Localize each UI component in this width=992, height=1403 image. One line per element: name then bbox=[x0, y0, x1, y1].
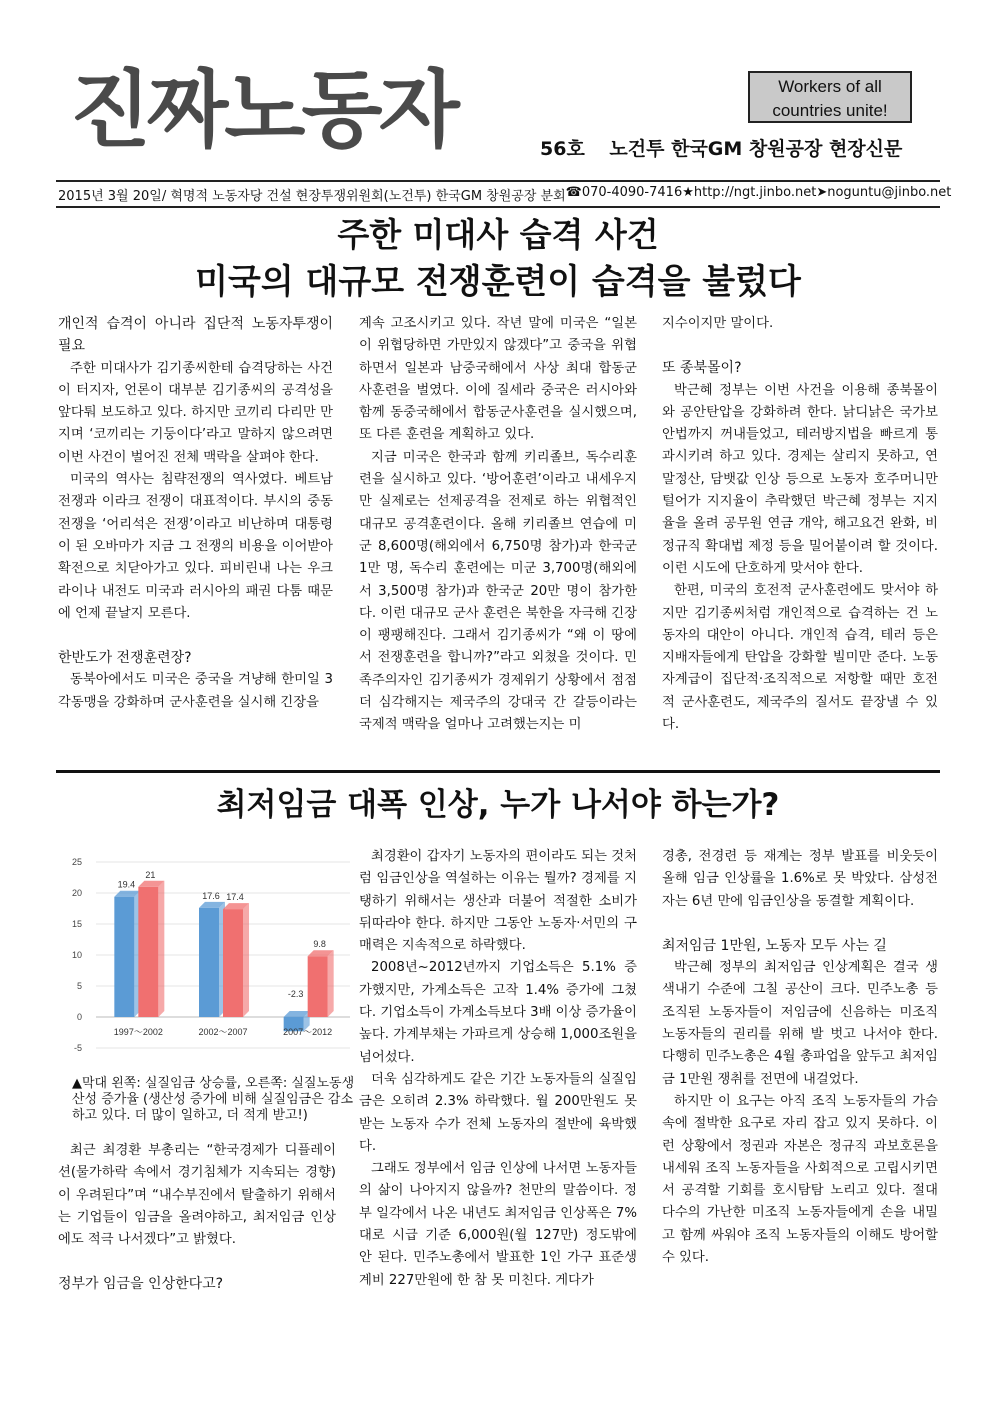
top-rule bbox=[56, 180, 940, 182]
chart-bar-side bbox=[328, 950, 334, 1017]
info-bar bbox=[58, 185, 952, 204]
masthead-title: 진짜노동자 bbox=[70, 61, 456, 159]
chart-bar bbox=[138, 887, 158, 1017]
article2-paragraph: 경총, 전경련 등 재계는 정부 발표를 비웃듯이 올해 임금 인상률을 1.6%로 못 박았다. 삼성전자는 6년 만에 임금인상을 동결할 계획이다. bbox=[662, 849, 938, 909]
article1-column-2 bbox=[359, 313, 637, 737]
article1-column-3 bbox=[662, 313, 938, 736]
article2-column-1 bbox=[58, 1140, 336, 1296]
chart-bar bbox=[199, 908, 219, 1017]
article2-paragraph: 박근혜 정부의 최저임금 인상계획은 결국 생색내기 수준에 그칠 공산이 크다. 민주노총 등 조직된 노동자들이 저임금에 신음하는 미조직 노동자들의 권리를 위해 발 벗고 나서야 한다. 다행히 민주노총은 4월 총파업을 앞두고 최저임금 1만원 쟁취를 전면에 내걸었다. bbox=[662, 960, 938, 1087]
chart-bar bbox=[308, 956, 328, 1017]
website-link[interactable]: ★http://ngt.jinbo.net bbox=[682, 185, 817, 200]
chart-value-label: 19.4 bbox=[117, 879, 136, 890]
email-link[interactable]: ➤noguntu@jinbo.net bbox=[816, 185, 952, 200]
chart-category-label: 2007～2012 bbox=[283, 1027, 333, 1037]
chart-value-label: 17.4 bbox=[226, 892, 244, 903]
chart-bar-side bbox=[243, 903, 249, 1017]
chart-value-label: 9.8 bbox=[313, 939, 326, 950]
chart-ytick-label: 10 bbox=[71, 950, 82, 960]
article2-subheading-1: 정부가 임금을 인상한다고? bbox=[58, 1276, 224, 1293]
chart-caption: ▲막대 왼쪽: 실질임금 상승률, 오른쪽: 실질노동생산성 증가율 (생산성 증가에 비해 실질임금은 감소하고 있다. 더 많이 일하고, 더 적게 받고!) bbox=[72, 1076, 355, 1123]
chart-bar-side bbox=[158, 881, 164, 1017]
article1-paragraph: 주한 미대사가 김기종씨한테 습격당하는 사건이 터지자, 언론이 대부분 김기종씨의 공격성을 앞다퉈 보도하고 있다. 하지만 코끼리 다리만 만지며 ‘코끼리는 기둥이다’라고 말하지 않으려면 이번 사건이 벌어진 전체 맥락을 살펴야 한다. bbox=[58, 360, 333, 465]
article2-column-3 bbox=[662, 846, 938, 1269]
dateline: 2015년 3월 20일/ 혁명적 노동자당 건설 현장투쟁위원회(노건투) 한국GM 창원공장 분회 bbox=[58, 189, 566, 204]
chart-category-label: 1997～2002 bbox=[113, 1027, 163, 1037]
article2-paragraph: 더욱 심각하게도 같은 기간 노동자들의 실질임금은 오히려 2.3% 하락했다. 월 200만원도 못 받는 노동자 수가 전체 노동자의 절반에 육박했다. bbox=[359, 1071, 637, 1154]
publisher-name: 노건투 한국GM 창원공장 현장신문 bbox=[609, 138, 903, 160]
chart-category-label: 2002～2007 bbox=[198, 1027, 248, 1037]
wage-productivity-chart bbox=[58, 848, 358, 1070]
article1-column-1 bbox=[58, 313, 333, 714]
issue-line bbox=[540, 134, 902, 161]
article1-headline-2: 미국의 대규모 전쟁훈련이 습격을 불렀다 bbox=[195, 262, 801, 302]
article2-paragraph: 하지만 이 요구는 아직 조직 노동자들의 가슴속에 절박한 요구로 자리 잡고 있지 못하다. 이런 상황에서 정권과 자본은 정규직 과보호론을 내세워 조직 노동자들을 사회적으로 고립시키면서 공격할 기회를 호시탐탐 노리고 있다. 절대 다수의 가난한 미조직 노동자들에게 손을 내밀고 함께 싸워야 조직 노동자들의 이해도 방어할 수 있다. bbox=[662, 1093, 938, 1266]
section-divider bbox=[56, 770, 940, 773]
chart-value-label: -2.3 bbox=[287, 989, 304, 999]
article1-paragraph: 한편, 미국의 호전적 군사훈련에도 맞서야 하지만 김기종씨처럼 개인적으로 습격하는 건 노동자의 대안이 아니다. 개인적 습격, 테러 등은 지배자들에게 탄압을 강화할 빌미만 준다. 노동자계급이 집단적·조직적으로 저항할 때만 호전적 군사훈련도, 제국주의 질서도 끝장낼 수 있다. bbox=[662, 583, 938, 733]
chart-ytick-label: 25 bbox=[71, 857, 82, 867]
chart-ytick-label: 5 bbox=[76, 981, 82, 991]
chart-ytick-label: 20 bbox=[71, 888, 82, 898]
article2-subheading-2: 최저임금 1만원, 노동자 모두 사는 길 bbox=[662, 937, 887, 954]
article2-paragraph: 그래도 정부에서 임금 인상에 나서면 노동자들의 삶이 나아지지 않을까? 천만의 말씀이다. 정부 일각에서 나온 내년도 최저임금 인상폭은 7%대로 시급 기준 6,000원(월 127만) 정도밖에 안 된다. 민주노총에서 발표한 1인 가구 표준생계비 227만원에 한 참 못 미친다. 게다가 bbox=[359, 1161, 637, 1288]
article2-paragraph: 최근 최경환 부총리는 “한국경제가 디플레이션(물가하락 속에서 경기침체가 지속되는 경향)이 우려된다”며 “내수부진에서 탈출하기 위해서는 기업들이 임금을 올려야하고, 최저임금 인상에도 적극 나서겠다”고 밝혔다. bbox=[58, 1143, 336, 1248]
phone: ☎070-4090-7416 bbox=[565, 185, 683, 200]
article2-headline: 최저임금 대폭 인상, 누가 나서야 하는가? bbox=[216, 787, 780, 823]
article1-paragraph: 지금 미국은 한국과 함께 키리졸브, 독수리훈련을 실시하고 있다. ‘방어훈련’이라고 내세우지만 실제로는 선제공격을 전제로 하는 위협적인 대규모 공격훈련이다. 올해 키리졸브 연습에 미군 8,600명(해외에서 6,750명 참가)과 한국군 1만 명, 독수리 훈련에는 미군 3,700명(해외에서 3,500명 참가)과 한국군 20만 명이 참가한다. 이런 대규모 군사 훈련은 북한을 자극해 긴장이 팽팽해진다. 그래서 김기종씨가 “왜 이 땅에서 전쟁훈련을 합니까?”라고 외쳤을 것이다. 민족주의자인 김기종씨가 경제위기 상황에서 점점 더 심각해지는 제국주의 강대국 간 갈등이라는 국제적 맥락을 얼마나 고려했는지는 미 bbox=[359, 449, 637, 733]
article1-paragraph: 지수이지만 말이다. bbox=[662, 316, 774, 331]
article1-paragraph: 미국의 역사는 침략전쟁의 역사였다. 베트남전쟁과 이라크 전쟁이 대표적이다. 부시의 중동전쟁을 ‘어리석은 전쟁’이라고 비난하며 대통령이 된 오바마가 지금 그 전쟁의 비용을 이어받아 확전으로 치닫아가고 있다. 피비린내 나는 우크라이나 내전도 미국과 러시아의 패권 다툼 때문에 언제 끝날지 모른다. bbox=[58, 472, 333, 621]
chart-bar bbox=[223, 909, 243, 1017]
issue-number: 56호 bbox=[540, 138, 585, 160]
chart-bar bbox=[114, 897, 134, 1017]
chart-ytick-label: 0 bbox=[76, 1012, 82, 1022]
article1-paragraph: 계속 고조시키고 있다. 작년 말에 미국은 “일본이 위협당하면 가만있지 않겠다”고 중국을 위협하면서 일본과 남중국해에서 사상 최대 합동군사훈련을 벌였다. 이에 질세라 중국은 러시아와 함께 동중국해에서 합동군사훈련을 실시했으며, 또 다른 훈련을 계획하고 있다. bbox=[359, 316, 637, 443]
motto-line-2: countries unite! bbox=[772, 101, 888, 120]
article1-subheading-2: 한반도가 전쟁훈련장? bbox=[58, 650, 192, 667]
article1-paragraph: 동북아에서도 미국은 중국을 겨냥해 한미일 3각동맹을 강화하며 군사훈련을 실시해 긴장을 bbox=[58, 672, 333, 710]
article1-subheading-3: 또 종북몰이? bbox=[662, 360, 742, 377]
article1-paragraph: 박근혜 정부는 이번 사건을 이용해 종북몰이와 공안탄압을 강화하려 한다. 낡디낡은 국가보안법까지 꺼내들었고, 테러방지법을 빠르게 통과시키려 하고 있다. 경제는 살리지 못하고, 연말정산, 담뱃값 인상 등으로 노동자 호주머니만 털어가 지지율이 추락했던 박근혜 정부는 지지율을 올려 공무원 연금 개악, 해고요건 완화, 비정규직 확대법 제정 등을 밀어붙이려 할 것이다. 이런 시도에 단호하게 맞서야 한다. bbox=[662, 382, 938, 576]
motto-line-1: Workers of all bbox=[778, 77, 882, 96]
article2-paragraph: 2008년~2012년까지 기업소득은 5.1% 증가했지만, 가계소득은 고작 1.4% 증가에 그쳤다. 기업소득이 가계소득보다 3배 이상 증가율이 높다. 가계부채는 가파르게 상승해 1,000조원을 넘어섰다. bbox=[359, 960, 637, 1065]
info-bottom-rule bbox=[56, 206, 940, 208]
article2-paragraph: 최경환이 갑자기 노동자의 편이라도 되는 것처럼 임금인상을 역설하는 이유는 뭘까? 경제를 지탱하기 위해서는 생산과 더불어 적절한 소비가 뒤따라야 한다. 하지만 그동안 노동자·서민의 구매력은 지속적으로 하락했다. bbox=[359, 849, 637, 954]
chart-value-label: 17.6 bbox=[202, 890, 220, 901]
motto-box bbox=[748, 71, 912, 123]
chart-value-label: 21 bbox=[145, 869, 156, 880]
article1-subheading-1: 개인적 습격이 아니라 집단적 노동자투쟁이 필요 bbox=[58, 316, 333, 355]
article1-headline-1: 주한 미대사 습격 사건 bbox=[337, 215, 659, 254]
chart-ytick-label: 15 bbox=[71, 919, 82, 929]
chart-ytick-label: -5 bbox=[73, 1043, 82, 1053]
article2-column-2 bbox=[359, 846, 637, 1292]
